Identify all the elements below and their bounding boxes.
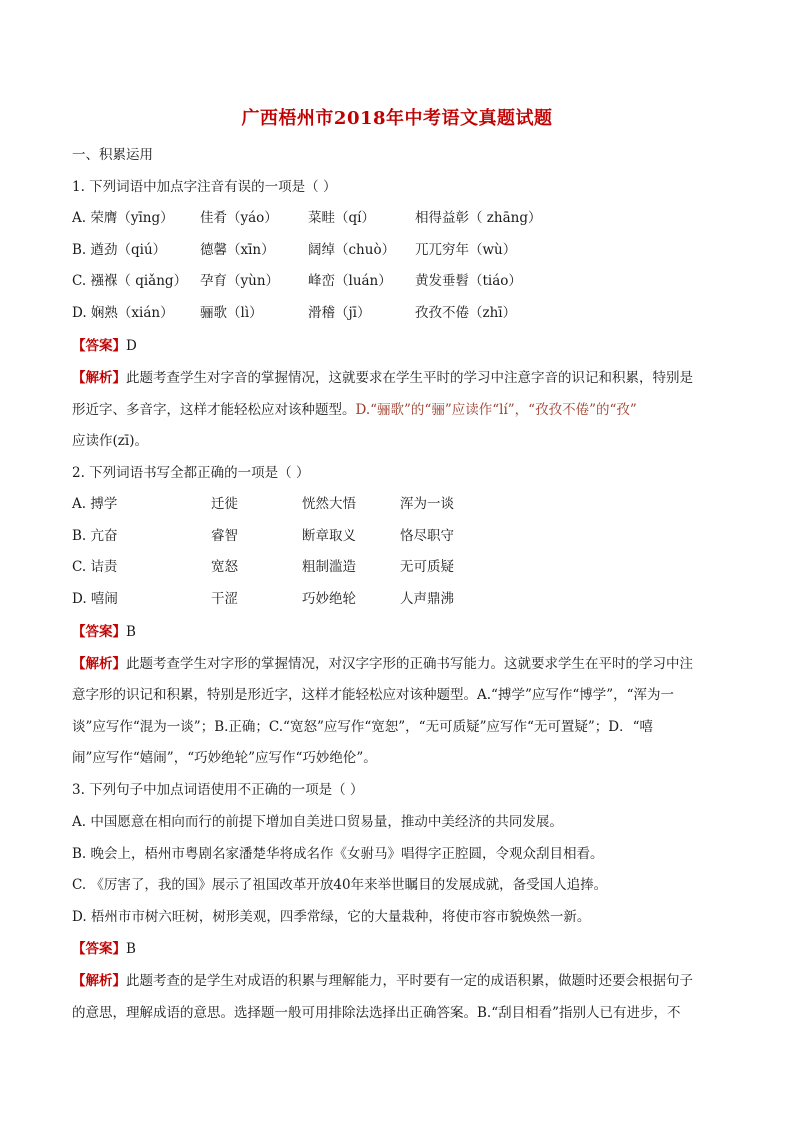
q1-answer	[72, 337, 137, 355]
q1-option-b-3: 阔绰（chuò）	[308, 242, 396, 258]
q2-option-c-4: 无可质疑	[400, 559, 454, 575]
q1-option-c-3: 峰峦（luán）	[308, 273, 392, 289]
answer-value: D	[126, 338, 137, 354]
q2-option-c-3: 粗制滥造	[302, 559, 356, 575]
answer-value: B	[126, 941, 136, 957]
q2-option-d-4: 人声鼎沸	[400, 591, 454, 607]
q3-option-d: D. 梧州市市树六旺树，树形美观，四季常绿，它的大量栽种，将使市容市貌焕然一新。	[72, 909, 591, 925]
q1-option-c-4: 黄发垂髫（tiáo）	[415, 273, 522, 289]
q1-option-d-4: 孜孜不倦（zhī）	[415, 305, 517, 321]
q1-option-b-4: 兀兀穷年（wù）	[415, 242, 517, 258]
q2-analysis-line-1	[72, 655, 693, 673]
q3-analysis-line-1	[72, 972, 693, 990]
q3-stem: 3. 下列句子中加点词语使用不正确的一项是（ ）	[72, 782, 364, 798]
q1-option-b-2: 德馨（xīn）	[200, 242, 275, 258]
q2-option-d-1: D. 嘻闹	[72, 591, 118, 607]
q1-analysis-line-3: 应读作(zī)。	[72, 433, 148, 449]
q2-answer	[72, 623, 136, 641]
q2-option-b-2: 睿智	[211, 528, 238, 544]
q1-stem: 1. 下列词语中加点字注音有误的一项是（ ）	[72, 179, 337, 195]
q1-analysis-line-1	[72, 369, 693, 387]
q2-option-b-4: 恪尽职守	[400, 528, 454, 544]
analysis-text: 形近字、多音字，这样才能轻松应对该种题型。	[72, 402, 356, 418]
answer-label: 【答案】	[72, 624, 126, 640]
q1-option-a-1: A. 荣膺（yīng）	[72, 210, 174, 226]
q3-option-c: C. 《厉害了，我的国》展示了祖国改革开放40年来举世瞩目的发展成就，备受国人追捧。	[72, 877, 608, 893]
q1-option-c-1: C. 襁褓（ qiǎng）	[72, 273, 188, 289]
q1-analysis-line-2	[72, 401, 637, 419]
section-heading: 一、积累运用	[72, 147, 153, 163]
q2-option-c-1: C. 诘责	[72, 559, 118, 575]
q2-stem: 2. 下列词语书写全都正确的一项是（ ）	[72, 465, 310, 481]
q2-option-a-4: 浑为一谈	[400, 496, 454, 512]
analysis-highlight: D.“骊歌”的“骊”应读作“lí”，“孜孜不倦”的“孜”	[355, 402, 637, 418]
q2-option-a-1: A. 搏学	[72, 496, 118, 512]
q3-analysis-line-2: 的意思，理解成语的意思。选择题一般可用排除法选择出正确答案。B.“刮目相看”指别人已有进步，不	[72, 1005, 681, 1021]
q3-option-a: A. 中国愿意在相向而行的前提下增加自美进口贸易量，推动中美经济的共同发展。	[72, 814, 563, 830]
q2-option-b-3: 断章取义	[302, 528, 356, 544]
analysis-text: 此题考查学生对字音的掌握情况，这就要求在学生平时的学习中注意字音的识记和积累，特别是	[126, 370, 693, 386]
q3-option-b: B. 晚会上，梧州市粤剧名家潘楚华将成名作《女驸马》唱得字正腔圆，令观众刮目相看。	[72, 846, 604, 862]
q1-option-a-3: 菜畦（qí）	[308, 210, 375, 226]
q2-option-a-3: 恍然大悟	[302, 496, 356, 512]
q2-option-b-1: B. 亢奋	[72, 528, 118, 544]
q1-option-c-2: 孕育（yùn）	[200, 273, 280, 289]
analysis-label: 【解析】	[72, 656, 126, 672]
q2-analysis-line-3: 谈”应写作“混为一谈”；B.正确；C.“宽怒”应写作“宽恕”，“无可质疑”应写作“无可置疑”；D．“嘻	[72, 719, 653, 735]
q2-analysis-line-2: 意字形的识记和积累，特别是形近字，这样才能轻松应对该种题型。A.“搏学”应写作“博学”，“浑为一	[72, 687, 675, 703]
analysis-label: 【解析】	[72, 973, 126, 989]
answer-label: 【答案】	[72, 338, 126, 354]
analysis-text: 此题考查学生对字形的掌握情况，对汉字字形的正确书写能力。这就要求学生在平时的学习中注	[126, 656, 693, 672]
q1-option-b-1: B. 遒劲（qiú）	[72, 242, 167, 258]
q1-option-d-1: D. 娴熟（xián）	[72, 305, 174, 321]
q2-option-d-2: 干涩	[211, 591, 238, 607]
analysis-label: 【解析】	[72, 370, 126, 386]
answer-value: B	[126, 624, 136, 640]
q2-option-a-2: 迁徙	[211, 496, 238, 512]
q1-option-d-3: 滑稽（jī）	[308, 305, 371, 321]
answer-label: 【答案】	[72, 941, 126, 957]
q1-option-a-4: 相得益彰（ zhāng）	[415, 210, 542, 226]
analysis-text: 此题考查的是学生对成语的积累与理解能力，平时要有一定的成语积累，做题时还要会根据句子	[126, 973, 693, 989]
q2-option-d-3: 巧妙绝轮	[302, 591, 356, 607]
q2-option-c-2: 宽怒	[211, 559, 238, 575]
q1-option-a-2: 佳肴（yáo）	[200, 210, 278, 226]
q3-answer	[72, 940, 136, 958]
q1-option-d-2: 骊歌（lì）	[200, 305, 263, 321]
page-title: 广西梧州市2018年中考语文真题试题	[241, 108, 553, 129]
q2-analysis-line-4: 闹”应写作“嬉闹”，“巧妙绝轮”应写作“巧妙绝伦”。	[72, 750, 377, 766]
